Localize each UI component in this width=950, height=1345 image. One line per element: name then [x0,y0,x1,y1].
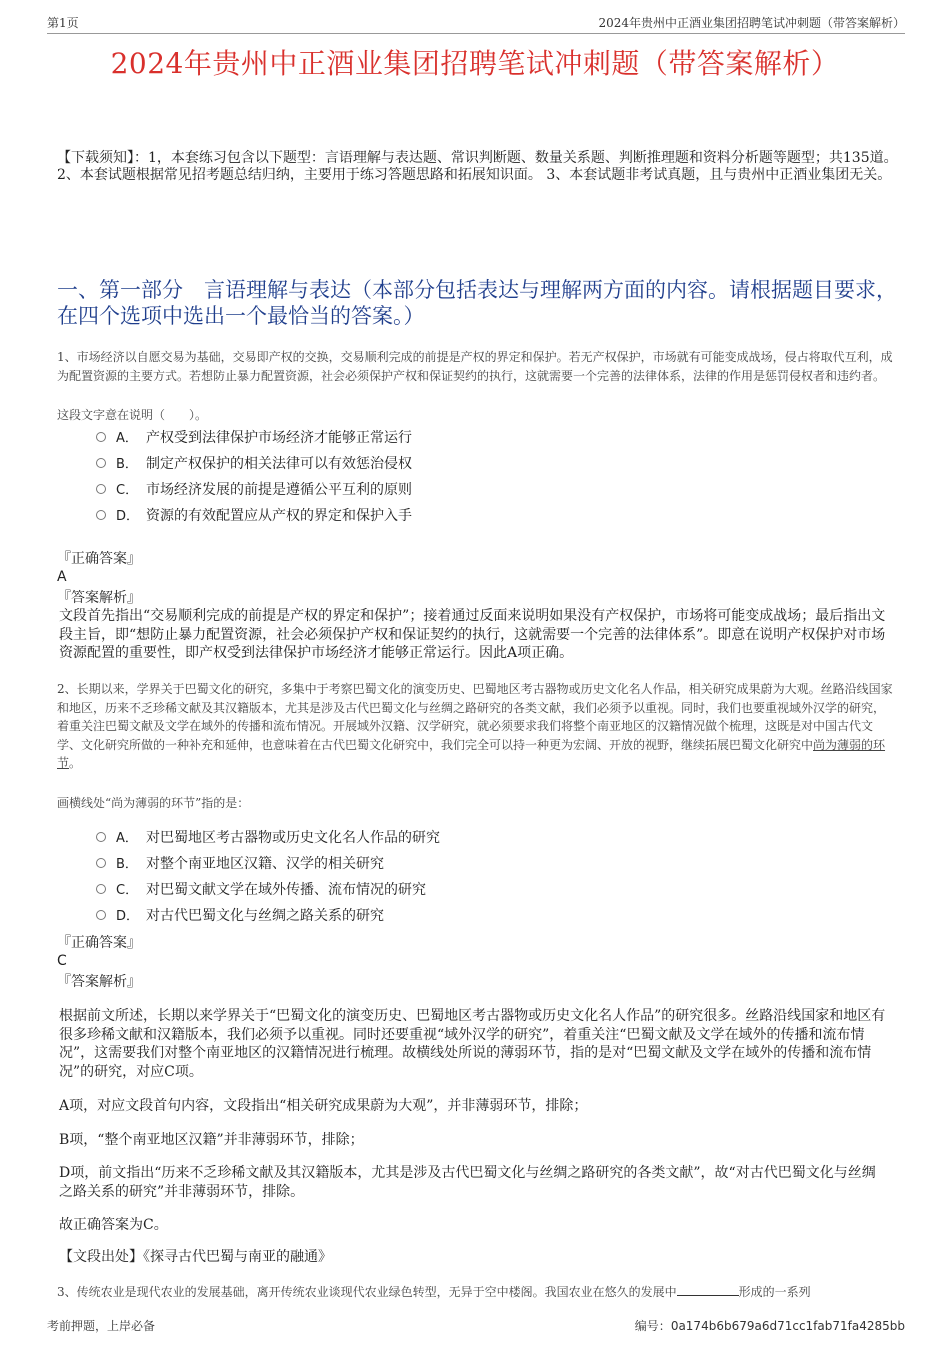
source-citation: 【文段出处】《探寻古代巴蜀与南亚的融通》 [59,1249,332,1265]
section-heading: 一、第一部分 言语理解与表达（本部分包括表达与理解两方面的内容。请根据题目要求，在四个选项中选出一个最恰当的答案。） [57,278,897,328]
option-text: 制定产权保护的相关法律可以有效惩治侵权 [146,456,412,472]
option-c[interactable] [96,477,412,503]
radio-icon[interactable] [96,832,106,842]
option-a[interactable] [96,425,412,451]
question-2-text [57,680,893,773]
running-header-title: 2024年贵州中正酒业集团招聘笔试冲刺题（带答案解析） [598,16,905,30]
option-a[interactable] [96,825,440,851]
option-text: 对巴蜀地区考古器物或历史文化名人作品的研究 [146,830,440,846]
question-1-options [96,425,412,529]
footer-slogan: 考前押题，上岸必备 [47,1319,156,1333]
underlined-phrase: 尚为薄弱的环节 [57,737,886,770]
question-3-text-after: 形成的一系列 [738,1285,811,1299]
option-label: B． [116,857,138,872]
option-text: 对古代巴蜀文化与丝绸之路关系的研究 [146,908,384,924]
question-3-text-before: 3、传统农业是现代农业的发展基础，离开传统农业谈现代农业绿色转型，无异于空中楼阁。我国农业在悠久的发展中 [57,1285,677,1299]
question-1-prompt: 这段文字意在说明（ ）。 [57,408,208,422]
option-b[interactable] [96,451,412,477]
option-label: D． [116,509,140,524]
analysis-text: 文段首先指出“交易顺利完成的前提是产权的界定和保护”；接着通过反面来说明如果没有产权保护，市场将可能变成战场；最后指出文段主旨，即“想防止暴力配置资源，社会必须保护产权和保证契约的执行，这就需要一个完善的法律体系”。即意在说明产权保护对市场资源配置的重要性，即产权受到法律保护市场经济才能够正常运行。因此A项正确。 [59,608,886,661]
radio-icon[interactable] [96,484,106,494]
question-1-text: 1、市场经济以自愿交易为基础，交易即产权的交换，交易顺利完成的前提是产权的界定和保护。若无产权保护，市场就有可能变成战场，侵占将取代互利，成为配置资源的主要方式。若想防止暴力配置资源，社会必须保护产权和保证契约的执行，这就需要一个完善的法律体系，法律的作用是惩罚侵权者和违约者。 [57,350,893,383]
option-text: 产权受到法律保护市场经济才能够正常运行 [146,430,412,446]
radio-icon[interactable] [96,858,106,868]
analysis-paragraph: 故正确答案为C。 [59,1217,168,1233]
header-divider [47,33,905,34]
analysis-heading: 『答案解析』 [57,974,141,990]
option-c[interactable] [96,877,440,903]
fill-in-blank [677,1285,739,1296]
correct-answer: C [57,953,67,969]
option-b[interactable] [96,851,440,877]
radio-icon[interactable] [96,884,106,894]
option-text: 对巴蜀文献文学在域外传播、流布情况的研究 [146,882,426,898]
radio-icon[interactable] [96,910,106,920]
option-text: 资源的有效配置应从产权的界定和保护入手 [146,508,412,524]
option-label: B． [116,457,138,472]
question-3-text [57,1283,899,1302]
document-code-value: 0a174b6b679a6d71cc1fab71fa4285bb [670,1319,905,1333]
option-label: A． [116,831,138,846]
document-code [635,1317,905,1334]
question-2-options [96,825,440,929]
option-d[interactable] [96,503,412,529]
download-notice: 【下载须知】：1，本套练习包含以下题型：言语理解与表达题、常识判断题、数量关系题、判断推理题和资料分析题等题型；共135道。 2、本套试题根据常见招考题总结归纳，主要用于练习答题思路和拓展知识面。 3、本套试题非考试真题，且与贵州中正酒业集团无关。 [57,150,898,183]
analysis-heading: 『答案解析』 [57,590,141,606]
option-label: A． [116,431,138,446]
analysis-paragraph: D项，前文指出“历来不乏珍稀文献及其汉籍版本，尤其是涉及古代巴蜀文化与丝绸之路研究的各类文献”，故“对古代巴蜀文化与丝绸之路关系的研究”并非薄弱环节，排除。 [59,1165,876,1200]
option-label: C． [116,483,139,498]
radio-icon[interactable] [96,432,106,442]
option-text: 对整个南亚地区汉籍、汉学的相关研究 [146,856,384,872]
correct-answer: A [57,569,67,585]
analysis-paragraph: B项，“整个南亚地区汉籍”并非薄弱环节，排除； [59,1132,364,1148]
option-d[interactable] [96,903,440,929]
radio-icon[interactable] [96,458,106,468]
analysis-paragraph: A项，对应文段首句内容，文段指出“相关研究成果蔚为大观”，并非薄弱环节，排除； [59,1098,588,1114]
option-label: C． [116,883,139,898]
page-number: 第1页 [47,16,79,30]
question-2-text-before: 2、长期以来，学界关于巴蜀文化的研究，多集中于考察巴蜀文化的演变历史、巴蜀地区考古器物或历史文化名人作品，相关研究成果蔚为大观。丝路沿线国家和地区，历来不乏珍稀文献及其汉籍版本，尤其是涉及古代巴蜀文化与丝绸之路研究的各类文献，我们必须予以重视。同时，我们也要重视域外汉学的研究，着重关注巴蜀文献及文学在域外的传播和流布情况。开展域外汉籍、汉学研究，就必须要求我们将整个南亚地区的汉籍情况做个梳理，这既是对中国古代文学、文化研究所做的一种补充和延伸，也意味着在古代巴蜀文化研究中，我们完全可以持一种更为宏阔、开放的视野，继续拓展巴蜀文化研究中 [57,682,893,752]
question-2-text-after: 。 [69,756,82,770]
radio-icon[interactable] [96,510,106,520]
option-text: 市场经济发展的前提是遵循公平互利的原则 [146,482,412,498]
question-2-prompt: 画横线处“尚为薄弱的环节”指的是： [57,796,250,810]
option-label: D． [116,909,140,924]
correct-answer-heading: 『正确答案』 [57,935,141,951]
analysis-paragraph: 根据前文所述，长期以来学界关于“巴蜀文化的演变历史、巴蜀地区考古器物或历史文化名人作品”的研究很多。丝路沿线国家和地区有很多珍稀文献和汉籍版本，我们必须予以重视。同时还要重视“域外汉学的研究”，着重关注“巴蜀文献及文学在域外的传播和流布情况”，这需要我们对整个南亚地区的汉籍情况进行梳理。故横线处所说的薄弱环节，指的是对“巴蜀文献及文学在域外的传播和流布情况”的研究，对应C项。 [59,1008,886,1080]
page-title: 2024年贵州中正酒业集团招聘笔试冲刺题（带答案解析） [110,47,840,80]
document-code-label: 编号： [634,1319,671,1333]
correct-answer-heading: 『正确答案』 [57,551,141,567]
